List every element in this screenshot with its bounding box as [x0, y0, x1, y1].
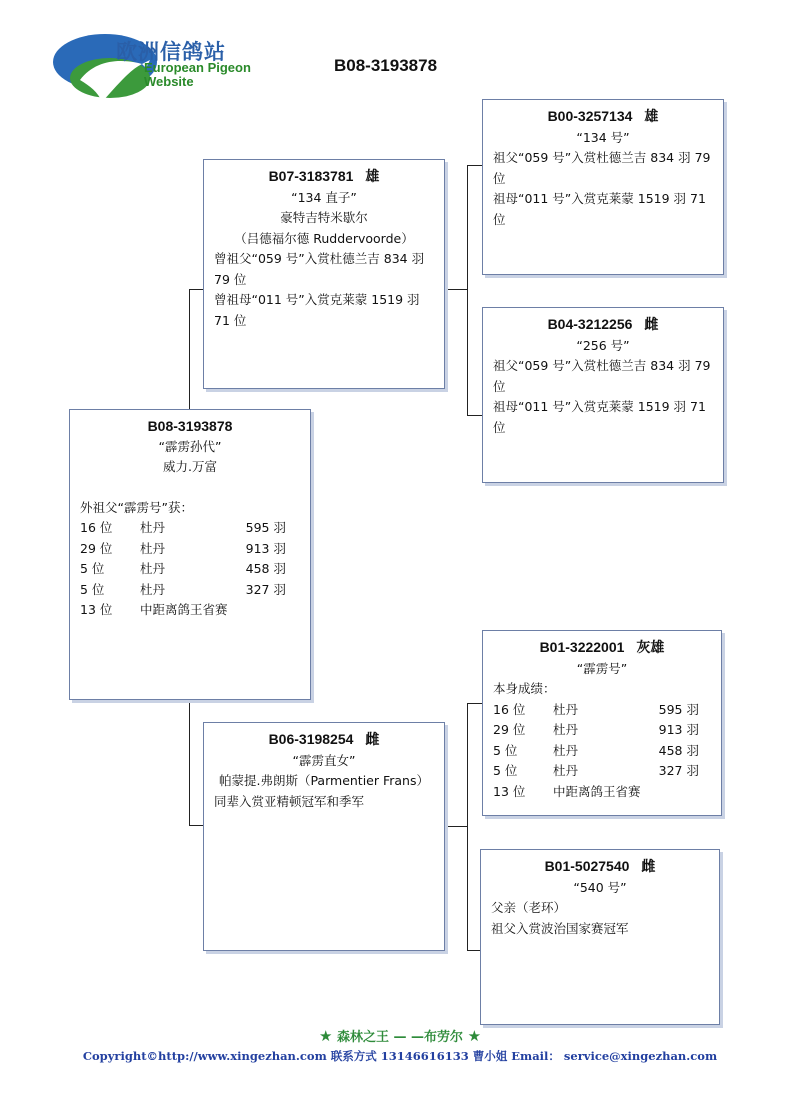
- ancestor-note: 祖父“059 号”入赏杜德兰吉 834 羽 79 位: [493, 358, 711, 394]
- connector: [467, 165, 468, 415]
- result-place: 5 位: [493, 742, 518, 758]
- connector: [467, 415, 482, 416]
- pedigree-card-dam-sire: [482, 630, 722, 816]
- result-birds: 458 羽: [658, 742, 699, 758]
- pedigree-card-dam: [203, 722, 445, 951]
- ancestor-note: 曾祖母“011 号”入赏克莱蒙 1519 羽 71 位: [214, 292, 420, 328]
- connector: [467, 950, 480, 951]
- pedigree-card-sire: [203, 159, 445, 389]
- sex-label: 雄: [644, 109, 659, 125]
- ring-number: B08-3193878: [147, 418, 233, 434]
- result-birds: 327 羽: [658, 763, 699, 778]
- pigeon-name: “霹雳孙代”: [158, 438, 222, 454]
- result-row: [493, 700, 711, 721]
- result-row: [493, 741, 711, 762]
- result-birds: 327 羽: [245, 581, 286, 597]
- sex-label: 雌: [641, 859, 656, 875]
- star-icon: ★: [467, 1027, 482, 1045]
- result-race: 杜丹: [553, 763, 579, 778]
- result-row: [493, 782, 711, 803]
- result-race: 杜丹: [140, 540, 166, 556]
- owner-location: （吕德福尔德 Ruddervoorde）: [234, 230, 414, 246]
- result-race: 杜丹: [553, 742, 579, 758]
- pigeon-name: “霹雳号”: [576, 660, 628, 676]
- footer-motto: [0, 1026, 800, 1045]
- pigeon-name: “霹雳直女”: [292, 752, 356, 768]
- pigeon-name: “256 号”: [576, 337, 630, 353]
- sex-label: 雌: [365, 732, 380, 748]
- result-row: [80, 559, 300, 580]
- ancestor-note: 同辈入赏亚精顿冠军和季军: [214, 793, 365, 809]
- result-place: 5 位: [80, 581, 105, 597]
- ancestor-note: 祖父入赏波治国家赛冠军: [491, 920, 629, 936]
- connector: [467, 165, 482, 166]
- result-place: 16 位: [493, 701, 526, 717]
- connector: [189, 289, 203, 290]
- pedigree-card-sire-sire: [482, 99, 724, 275]
- own-results-label: 本身成绩：: [493, 681, 556, 696]
- sex-label: 雌: [644, 317, 659, 333]
- ring-number: B01-3222001 灰雄: [539, 639, 665, 656]
- connector: [189, 825, 203, 826]
- result-birds: [244, 600, 286, 621]
- site-logo: [50, 30, 290, 110]
- owner-name: 豪特吉特米歇尔: [280, 210, 368, 225]
- result-place: 16 位: [80, 520, 113, 535]
- result-birds: 913 羽: [245, 540, 286, 556]
- result-place: 29 位: [80, 540, 113, 556]
- connector: [189, 289, 190, 409]
- result-row: [493, 761, 711, 782]
- result-row: [80, 539, 300, 560]
- result-place: 5 位: [80, 561, 105, 576]
- owner-name: 帕蒙提.弗朗斯（Parmentier Frans）: [218, 773, 429, 788]
- logo-name-en-line1: European Pigeon: [144, 60, 251, 75]
- result-place: 13 位: [80, 602, 113, 617]
- ancestor-note: 祖母“011 号”入赏克莱蒙 1519 羽 71 位: [493, 191, 706, 227]
- result-birds: 595 羽: [658, 701, 699, 717]
- result-birds: 458 羽: [245, 561, 286, 576]
- result-place: 29 位: [493, 722, 526, 737]
- result-race: 杜丹: [140, 581, 166, 597]
- ring-number: B00-3257134 雄: [547, 108, 659, 125]
- connector: [189, 703, 190, 825]
- ring-number: B01-5027540 雌: [544, 858, 656, 875]
- result-place: 5 位: [493, 763, 518, 778]
- result-row: [493, 720, 711, 741]
- connector: [445, 826, 467, 827]
- result-race: 中距离鸽王省赛: [553, 783, 641, 799]
- ring-number: B07-3183781 雄: [268, 168, 380, 185]
- pedigree-card-dam-dam: [480, 849, 720, 1025]
- ring-number: B06-3198254 雌: [268, 731, 380, 748]
- motto-text: 森林之王 — —布劳尔: [336, 1030, 464, 1045]
- pigeon-name: “540 号”: [573, 879, 627, 895]
- result-race: 杜丹: [553, 722, 579, 737]
- result-race: 杜丹: [553, 701, 579, 717]
- result-row: [80, 580, 300, 601]
- result-row: [80, 600, 300, 621]
- result-race: 中距离鸽王省赛: [140, 602, 228, 617]
- pedigree-card-subject: [69, 409, 311, 700]
- result-birds: [657, 782, 699, 803]
- logo-name-cn: 欧洲信鸽站: [116, 40, 226, 64]
- sex-label: 灰雄: [636, 640, 665, 656]
- pedigree-card-sire-dam: [482, 307, 724, 483]
- footer-copyright: Copyright©http://www.xingezhan.com 联系方式 13146616133 曹小姐 Email： service@xingezhan.com: [82, 1049, 718, 1063]
- ancestor-note: 父亲（老环）: [491, 900, 567, 915]
- result-birds: 595 羽: [245, 520, 286, 535]
- star-icon: ★: [318, 1027, 333, 1045]
- result-race: 杜丹: [140, 520, 166, 535]
- result-race: 杜丹: [140, 561, 166, 576]
- logo-name-en: [144, 61, 251, 89]
- ancestor-note: 曾祖父“059 号”入赏杜德兰吉 834 羽 79 位: [214, 251, 425, 287]
- connector: [445, 289, 467, 290]
- sex-label: 雄: [365, 169, 380, 185]
- pigeon-name: “134 号”: [576, 129, 630, 145]
- ring-number: B04-3212256 雌: [547, 316, 659, 333]
- logo-name-en-line2: Website: [144, 74, 194, 89]
- connector: [467, 703, 482, 704]
- ancestor-note: 祖母“011 号”入赏克莱蒙 1519 羽 71 位: [493, 399, 706, 435]
- connector: [467, 703, 468, 950]
- page-title: B08-3193878: [334, 56, 438, 75]
- result-row: [80, 518, 300, 539]
- result-birds: 913 羽: [658, 722, 699, 737]
- pigeon-name: “134 直子”: [291, 189, 357, 205]
- result-place: 13 位: [493, 783, 526, 799]
- grandsire-note: 外祖父“霹雳号”获：: [80, 499, 193, 515]
- ancestor-note: 祖父“059 号”入赏杜德兰吉 834 羽 79 位: [493, 150, 711, 186]
- breeder-name: 威力.万富: [163, 459, 217, 474]
